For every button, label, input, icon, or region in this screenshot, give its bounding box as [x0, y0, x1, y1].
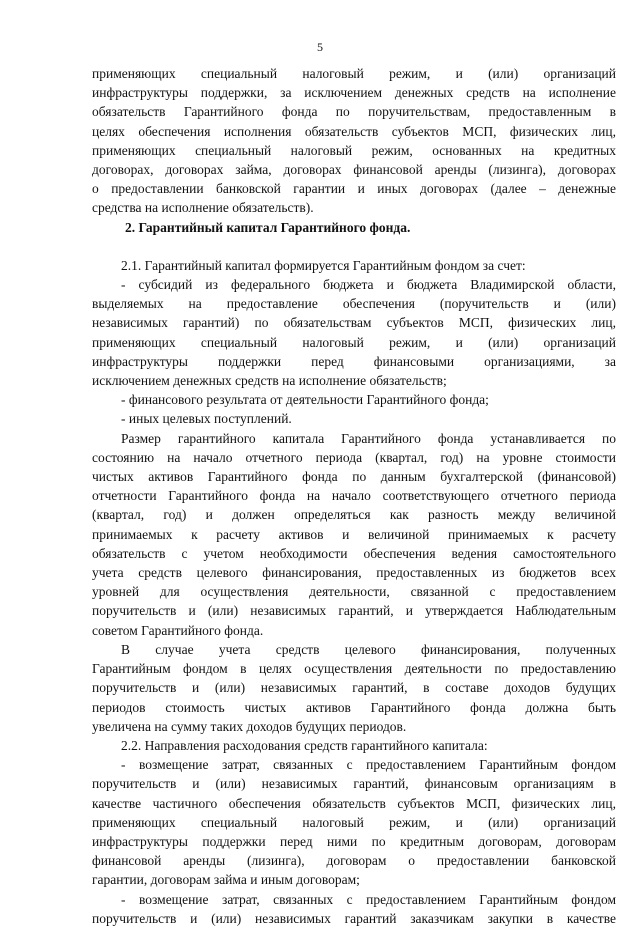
text-line: уровней для осуществления деятельности, связанной с предоставлением [92, 584, 616, 600]
text-line: поручительств и (или) независимых гарантий, в составе доходов будущих [92, 680, 616, 696]
text-line: обязательств с учетом необходимости обеспечения ведения самостоятельного [92, 545, 616, 561]
text-line: применяющих специальный налоговый режим, и (или) организаций [92, 334, 616, 350]
text-line: отчетности Гарантийного фонда на начало соответствующего отчетного периода [92, 488, 616, 504]
text-line: - возмещение затрат, связанных с предоставлением Гарантийным фондом [121, 757, 616, 773]
text-line: - иных целевых поступлений. [121, 411, 292, 427]
text-line: выделяемых на предоставление обеспечения (поручительств и (или) [92, 296, 616, 312]
text-line: независимых гарантий) по обязательствам субъектов МСП, физических лиц, [92, 315, 616, 331]
text-line: советом Гарантийного фонда. [92, 622, 264, 638]
text-line: исключением денежных средств на исполнение обязательств; [92, 373, 447, 389]
text-line: поручительств и (или) независимых гарантий, финансовым организациям в [92, 776, 616, 792]
text-line: гарантии, договорам займа и иным договорам; [92, 872, 360, 888]
text-line: обязательств Гарантийного фонда по поручительствам, предоставленным в [92, 104, 616, 120]
text-line: договорах, договорах займа, договорах финансовой аренды (лизинга), договорах [92, 162, 616, 178]
text-line: учета средств целевого финансирования, предоставленных из бюджетов всех [92, 565, 616, 581]
text-line: целях обеспечения исполнения обязательств субъектов МСП, физических лиц, [92, 123, 616, 139]
text-line: 2.1. Гарантийный капитал формируется Гарантийным фондом за счет: [121, 257, 526, 273]
text-line: инфраструктуры поддержки перед финансовыми организациями, за [92, 353, 616, 369]
text-line: чистых активов Гарантийного фонда по данным бухгалтерской (финансовой) [92, 469, 616, 485]
text-line: поручительств и (или) независимых гарантий заказчикам закупки в качестве [92, 910, 616, 926]
text-line: увеличена на сумму таких доходов будущих периодов. [92, 718, 407, 734]
text-line: инфраструктуры поддержки, за исключением денежных средств на исполнение [92, 85, 616, 101]
text-line: В случае учета средств целевого финансирования, полученных [121, 641, 616, 657]
text-line: поручительств и (или) независимых гарантий, и утверждается Наблюдательным [92, 603, 616, 619]
text-line: - возмещение затрат, связанных с предоставлением Гарантийным фондом [121, 891, 616, 907]
text-line: - финансового результата от деятельности Гарантийного фонда; [121, 392, 489, 408]
text-line: 2.2. Направления расходования средств гарантийного капитала: [121, 737, 488, 753]
text-line: Размер гарантийного капитала Гарантийного фонда устанавливается по [121, 430, 616, 446]
document-text [92, 64, 616, 928]
text-line: (квартал, год) и должен определяться как разность между величиной [92, 507, 616, 523]
paragraph-gap [92, 237, 616, 256]
text-line: периодов стоимость чистых активов Гарантийного фонда должна быть [92, 699, 616, 715]
section-heading: 2. Гарантийный капитал Гарантийного фонда. [125, 219, 411, 235]
text-line: - субсидий из федерального бюджета и бюджета Владимирской области, [121, 277, 616, 293]
page-number: 5 [317, 40, 323, 54]
text-line: качестве частичного обеспечения обязательств субъектов МСП, физических лиц, [92, 795, 616, 811]
text-line: состоянию на начало отчетного периода (квартал, год) на уровне стоимости [92, 449, 616, 465]
text-line: применяющих специальный налоговый режим, и (или) организаций [92, 814, 616, 830]
text-line: применяющих специальный налоговый режим, основанных на кредитных [92, 142, 616, 158]
text-line: принимаемых к расчету активов и величиной принимаемых к расчету [92, 526, 616, 542]
text-line: финансовой аренды (лизинга), договорам о предоставлении банковской [92, 853, 616, 869]
text-line: Гарантийным фондом в целях осуществления деятельности по предоставлению [92, 661, 616, 677]
text-line: применяющих специальный налоговый режим, и (или) организаций [92, 66, 616, 81]
text-line: о предоставлении банковской гарантии и иных договорах (далее – денежные [92, 181, 616, 197]
text-line: средства на исполнение обязательств). [92, 200, 314, 216]
text-line: инфраструктуры поддержки перед ними по кредитным договорам, договорам [92, 833, 616, 849]
